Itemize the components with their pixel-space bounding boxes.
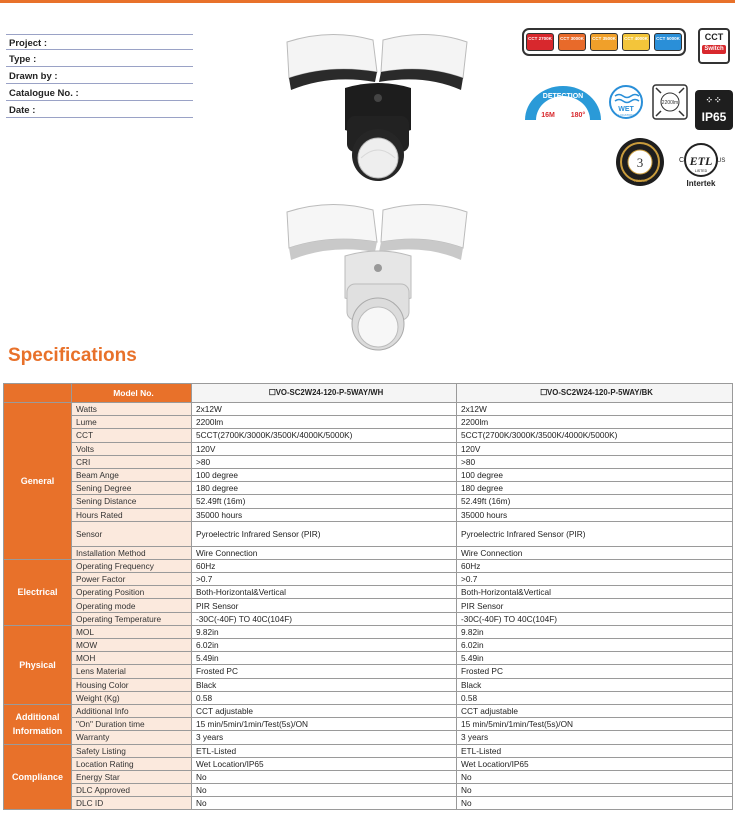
spec-row xyxy=(4,731,733,744)
spec-value-wh: >80 xyxy=(192,455,457,468)
spec-row-label: DLC Approved xyxy=(72,784,192,797)
spec-group-label: Physical xyxy=(4,625,72,704)
model-wh: ☐VO-SC2W24-120-P-5WAY/WH xyxy=(192,384,457,403)
wet-label: WET xyxy=(618,106,634,113)
wet-sublabel: LOCATION xyxy=(618,113,634,117)
spec-row xyxy=(4,639,733,652)
spec-value-wh: 100 degree xyxy=(192,468,457,481)
detection-angle: 180° xyxy=(570,112,586,119)
spec-row xyxy=(4,784,733,797)
spec-row-label: Housing Color xyxy=(72,678,192,691)
detection-badge xyxy=(522,84,604,122)
spec-group-label: General xyxy=(4,403,72,560)
black-floodlight-image xyxy=(275,30,475,200)
cct-3000k-cell: CCT 3000K xyxy=(558,33,586,51)
specifications-title: Specifications xyxy=(8,345,137,366)
switch-label: Switch xyxy=(702,45,726,54)
spec-value-bk: 9.82in xyxy=(457,625,733,638)
spec-row xyxy=(4,468,733,481)
spec-value-wh: Frosted PC xyxy=(192,665,457,678)
spec-row xyxy=(4,770,733,783)
cct-3500k-cell: CCT 3500K xyxy=(590,33,618,51)
spec-value-wh: -30C(-40F) TO 40C(104F) xyxy=(192,612,457,625)
spec-row xyxy=(4,704,733,717)
spec-value-wh: Wire Connection xyxy=(192,546,457,559)
spec-row-label: Sening Degree xyxy=(72,482,192,495)
spec-value-bk: ETL-Listed xyxy=(457,744,733,757)
spec-row-label: Additional Info xyxy=(72,704,192,717)
spec-row xyxy=(4,665,733,678)
spec-row xyxy=(4,612,733,625)
spec-row-label: Location Rating xyxy=(72,757,192,770)
spec-group-label: Additional Information xyxy=(4,704,72,744)
spec-value-wh: 60Hz xyxy=(192,559,457,572)
spec-value-wh: No xyxy=(192,770,457,783)
etl-c-label: C xyxy=(679,157,685,164)
spec-value-wh: 35000 hours xyxy=(192,508,457,521)
spec-value-wh: 3 years xyxy=(192,731,457,744)
spec-row-label: MOW xyxy=(72,639,192,652)
spec-value-wh: 9.82in xyxy=(192,625,457,638)
spec-row-label: Warranty xyxy=(72,731,192,744)
spec-row xyxy=(4,797,733,810)
spec-value-bk: 100 degree xyxy=(457,468,733,481)
spec-row xyxy=(4,508,733,521)
spec-value-wh: 5CCT(2700K/3000K/3500K/4000K/5000K) xyxy=(192,429,457,442)
spec-row-label: Safety Listing xyxy=(72,744,192,757)
spec-value-wh: 5.49in xyxy=(192,652,457,665)
spec-value-bk: Wet Location/IP65 xyxy=(457,757,733,770)
wet-location-badge xyxy=(608,84,644,120)
spec-group-label: Electrical xyxy=(4,559,72,625)
spec-row-label: Sening Distance xyxy=(72,495,192,508)
spec-row xyxy=(4,586,733,599)
spec-value-bk: PIR Sensor xyxy=(457,599,733,612)
spec-row-label: Sensor xyxy=(72,521,192,546)
lumens-value: 2200lm xyxy=(661,100,679,106)
spec-value-wh: 6.02in xyxy=(192,639,457,652)
spec-row-label: Volts xyxy=(72,442,192,455)
spec-row xyxy=(4,718,733,731)
spec-header-row xyxy=(4,384,733,403)
spec-row xyxy=(4,403,733,416)
etl-listed-label: LISTED xyxy=(694,169,708,173)
spec-row-label: DLC ID xyxy=(72,797,192,810)
cct-selector-badge xyxy=(522,28,686,56)
spec-value-bk: 60Hz xyxy=(457,559,733,572)
spec-group-label: Compliance xyxy=(4,744,72,810)
spec-row-label: Installation Method xyxy=(72,546,192,559)
spec-value-wh: Pyroelectric Infrared Sensor (PIR) xyxy=(192,521,457,546)
spec-value-wh: No xyxy=(192,784,457,797)
spec-value-bk: CCT adjustable xyxy=(457,704,733,717)
spec-value-bk: No xyxy=(457,797,733,810)
spec-value-bk: 5.49in xyxy=(457,652,733,665)
spec-value-wh: Both-Horizontal&Vertical xyxy=(192,586,457,599)
spec-row-label: "On" Duration time xyxy=(72,718,192,731)
detection-distance: 16M xyxy=(541,112,555,119)
spec-row-label: Operating Temperature xyxy=(72,612,192,625)
spec-row xyxy=(4,691,733,704)
date-field[interactable]: Date : xyxy=(6,102,193,118)
spec-row xyxy=(4,599,733,612)
spec-value-bk: 120V xyxy=(457,442,733,455)
white-floodlight-image xyxy=(275,200,475,360)
spec-value-bk: Frosted PC xyxy=(457,665,733,678)
cct-switch-label: CCT xyxy=(704,32,724,42)
spec-value-wh: PIR Sensor xyxy=(192,599,457,612)
spec-row xyxy=(4,482,733,495)
spec-row xyxy=(4,559,733,572)
spec-value-bk: 52.49ft (16m) xyxy=(457,495,733,508)
model-no-header: Model No. xyxy=(72,384,192,403)
spec-value-bk: Pyroelectric Infrared Sensor (PIR) xyxy=(457,521,733,546)
cct-4000k-cell: CCT 4000K xyxy=(622,33,650,51)
model-bk: ☐VO-SC2W24-120-P-5WAY/BK xyxy=(457,384,733,403)
spec-header-spacer xyxy=(4,384,72,403)
spec-row xyxy=(4,442,733,455)
spec-row-label: Energy Star xyxy=(72,770,192,783)
intertek-label: Intertek xyxy=(686,179,716,188)
spec-row-label: Hours Rated xyxy=(72,508,192,521)
catalogue-no-field[interactable]: Catalogue No. : xyxy=(6,85,193,101)
spec-row xyxy=(4,573,733,586)
spec-body xyxy=(4,403,733,810)
spec-value-bk: 5CCT(2700K/3000K/3500K/4000K/5000K) xyxy=(457,429,733,442)
spec-row-label: Lens Material xyxy=(72,665,192,678)
spec-row xyxy=(4,455,733,468)
spec-value-wh: 180 degree xyxy=(192,482,457,495)
spec-row xyxy=(4,744,733,757)
etl-us-label: US xyxy=(717,158,726,164)
lumens-badge xyxy=(652,84,688,120)
spec-value-wh: Wet Location/IP65 xyxy=(192,757,457,770)
ip65-badge xyxy=(695,90,733,130)
spec-value-wh: CCT adjustable xyxy=(192,704,457,717)
spec-row xyxy=(4,416,733,429)
spec-value-bk: Black xyxy=(457,678,733,691)
spec-row xyxy=(4,625,733,638)
spec-row-label: MOH xyxy=(72,652,192,665)
project-info-block xyxy=(6,34,193,118)
spec-row-label: Operating Frequency xyxy=(72,559,192,572)
spec-row-label: CRI xyxy=(72,455,192,468)
spec-row xyxy=(4,521,733,546)
spec-value-bk: >80 xyxy=(457,455,733,468)
spec-value-wh: 15 min/5min/1min/Test(5s)/ON xyxy=(192,718,457,731)
spec-value-wh: 52.49ft (16m) xyxy=(192,495,457,508)
ip-rating-label: IP65 xyxy=(701,110,727,124)
cct-2700k-cell: CCT 2700K xyxy=(526,33,554,51)
spec-row-label: Weight (Kg) xyxy=(72,691,192,704)
spec-value-bk: 2200lm xyxy=(457,416,733,429)
detection-label: DETECTION xyxy=(542,93,584,100)
spec-value-wh: 0.58 xyxy=(192,691,457,704)
spec-table xyxy=(3,383,733,810)
cct-switch-badge xyxy=(698,28,730,64)
spec-value-bk: 3 years xyxy=(457,731,733,744)
spec-value-wh: 2200lm xyxy=(192,416,457,429)
warranty-badge xyxy=(614,136,666,188)
spec-value-bk: 35000 hours xyxy=(457,508,733,521)
spec-value-bk: -30C(-40F) TO 40C(104F) xyxy=(457,612,733,625)
spec-value-bk: No xyxy=(457,784,733,797)
spec-row-label: Operating Position xyxy=(72,586,192,599)
spec-value-bk: Wire Connection xyxy=(457,546,733,559)
spec-value-wh: Black xyxy=(192,678,457,691)
spec-row xyxy=(4,757,733,770)
spec-value-wh: No xyxy=(192,797,457,810)
etl-listed-badge xyxy=(676,140,726,190)
cct-5000k-cell: CCT 5000K xyxy=(654,33,682,51)
spec-value-wh: >0.7 xyxy=(192,573,457,586)
spec-value-bk: 2x12W xyxy=(457,403,733,416)
spec-row-label: MOL xyxy=(72,625,192,638)
spec-value-wh: 120V xyxy=(192,442,457,455)
spec-value-bk: 15 min/5min/1min/Test(5s)/ON xyxy=(457,718,733,731)
spec-row xyxy=(4,678,733,691)
spec-value-bk: >0.7 xyxy=(457,573,733,586)
spec-row-label: Beam Ange xyxy=(72,468,192,481)
warranty-label: YEARS xyxy=(633,178,647,183)
top-accent-bar xyxy=(0,0,735,3)
spec-value-bk: Both-Horizontal&Vertical xyxy=(457,586,733,599)
spec-value-bk: 180 degree xyxy=(457,482,733,495)
drawn-by-field[interactable]: Drawn by : xyxy=(6,68,193,84)
spec-row-label: Watts xyxy=(72,403,192,416)
spec-row xyxy=(4,429,733,442)
spec-row xyxy=(4,495,733,508)
spec-value-bk: No xyxy=(457,770,733,783)
etl-mark: ETL xyxy=(689,154,713,168)
warranty-years: 3 xyxy=(636,155,644,170)
spec-row-label: Operating mode xyxy=(72,599,192,612)
spec-row xyxy=(4,652,733,665)
spec-row xyxy=(4,546,733,559)
rain-icon: ⁘⁘ xyxy=(705,95,723,105)
spec-row-label: Lume xyxy=(72,416,192,429)
spec-value-wh: ETL-Listed xyxy=(192,744,457,757)
spec-row-label: CCT xyxy=(72,429,192,442)
spec-value-bk: 0.58 xyxy=(457,691,733,704)
spec-value-wh: 2x12W xyxy=(192,403,457,416)
spec-row-label: Power Factor xyxy=(72,573,192,586)
project-field[interactable]: Project : xyxy=(6,34,193,50)
spec-value-bk: 6.02in xyxy=(457,639,733,652)
type-field[interactable]: Type : xyxy=(6,51,193,67)
